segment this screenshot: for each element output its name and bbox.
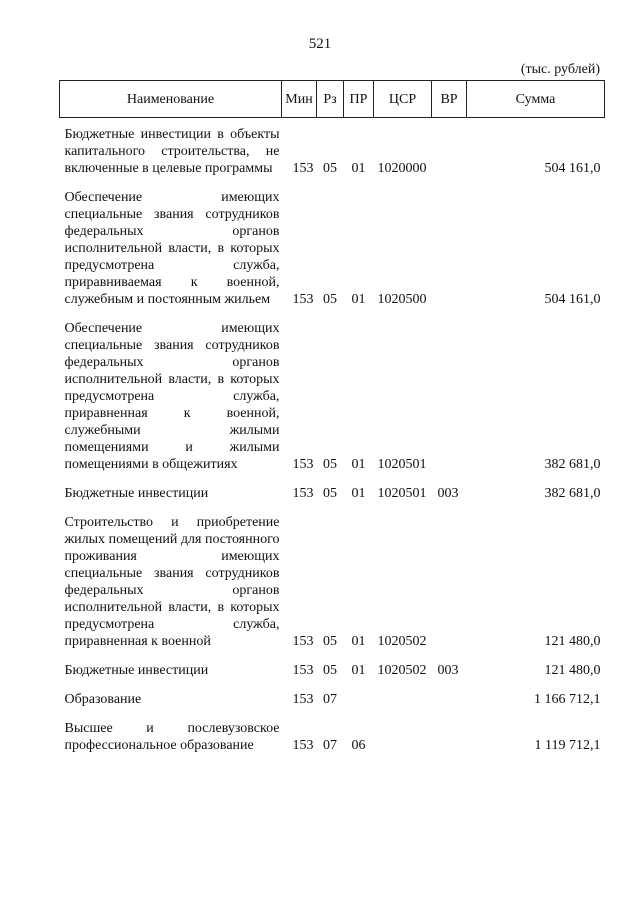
row-vr — [432, 679, 467, 708]
table-row — [60, 679, 605, 708]
table-body — [60, 118, 605, 755]
row-vr — [432, 708, 467, 754]
header-vr: ВР — [432, 81, 467, 118]
row-sum: 504 161,0 — [544, 161, 601, 176]
header-pr: ПР — [344, 81, 374, 118]
header-rz: Рз — [317, 81, 344, 118]
row-min: 153 — [292, 692, 314, 707]
table-row — [60, 177, 605, 308]
row-pr: 01 — [351, 161, 366, 176]
header-row — [60, 81, 605, 118]
row-rz: 07 — [323, 738, 337, 753]
row-csr: 1020502 — [377, 663, 427, 678]
row-sum: 121 480,0 — [544, 663, 601, 678]
budget-table — [59, 80, 605, 754]
row-pr: 01 — [351, 486, 366, 501]
row-sum: 1 119 712,1 — [534, 738, 601, 753]
row-sum: 382 681,0 — [544, 457, 601, 472]
row-csr — [374, 708, 432, 754]
row-pr — [344, 679, 374, 708]
header-csr: ЦСР — [374, 81, 432, 118]
row-vr: 003 — [437, 486, 459, 501]
row-min: 153 — [292, 457, 314, 472]
table-row — [60, 118, 605, 178]
table-row — [60, 708, 605, 754]
row-csr — [374, 679, 432, 708]
units-label: (тыс. рублей) — [520, 62, 600, 77]
row-sum: 382 681,0 — [544, 486, 601, 501]
table-row — [60, 473, 605, 502]
row-rz: 05 — [323, 292, 337, 307]
table-row — [60, 650, 605, 679]
header-sum: Сумма — [467, 81, 605, 118]
row-min: 153 — [292, 663, 314, 678]
header-name: Наименование — [60, 81, 282, 118]
page-number: 521 — [308, 36, 332, 52]
row-csr: 1020500 — [377, 292, 427, 307]
table-row — [60, 308, 605, 473]
row-csr: 1020501 — [377, 486, 427, 501]
row-csr: 1020502 — [377, 634, 427, 649]
row-pr: 01 — [351, 634, 366, 649]
row-name: Бюджетные инвестиции — [64, 486, 209, 501]
row-sum: 1 166 712,1 — [534, 692, 601, 707]
row-name: Высшее и послевузовское профессиональное образование — [64, 721, 280, 753]
row-vr — [432, 308, 467, 473]
row-min: 153 — [292, 161, 314, 176]
row-vr — [432, 177, 467, 308]
row-pr: 01 — [351, 457, 366, 472]
row-min: 153 — [292, 486, 314, 501]
row-csr: 1020501 — [377, 457, 427, 472]
row-min: 153 — [292, 634, 314, 649]
row-rz: 07 — [323, 692, 337, 707]
row-name: Обеспечение имеющих специальные звания сотрудников федеральных органов исполнительной власти, в которых предусмотрена служба, приравниваемая к военной, служебным и постоянным жильем — [64, 190, 280, 307]
row-rz: 05 — [323, 486, 337, 501]
row-min: 153 — [292, 292, 314, 307]
row-name: Бюджетные инвестиции — [64, 663, 209, 678]
header-min: Мин — [282, 81, 317, 118]
row-csr: 1020000 — [377, 161, 427, 176]
row-name: Обеспечение имеющих специальные звания сотрудников федеральных органов исполнительной власти, в которых предусмотрена служба, приравненная к военной, служебными жилыми помещениями и жилыми помещениями в общежитиях — [64, 321, 280, 472]
row-pr: 06 — [351, 738, 366, 753]
row-name: Строительство и приобретение жилых помещений для постоянного проживания имеющих специальные звания сотрудников федеральных органов исполнительной власти, в которых предусмотрена служба, приравненная к военной — [64, 515, 280, 649]
row-vr — [432, 502, 467, 650]
row-rz: 05 — [323, 457, 337, 472]
row-name: Образование — [64, 692, 142, 707]
row-min: 153 — [292, 738, 314, 753]
row-vr: 003 — [437, 663, 459, 678]
row-rz: 05 — [323, 634, 337, 649]
row-vr — [432, 118, 467, 178]
row-pr: 01 — [351, 663, 366, 678]
row-rz: 05 — [323, 663, 337, 678]
row-sum: 504 161,0 — [544, 292, 601, 307]
row-rz: 05 — [323, 161, 337, 176]
row-pr: 01 — [351, 292, 366, 307]
row-name: Бюджетные инвестиции в объекты капитального строительства, не включенные в целевые программы — [64, 127, 280, 176]
row-sum: 121 480,0 — [544, 634, 601, 649]
table-header — [60, 81, 605, 118]
table-row — [60, 502, 605, 650]
